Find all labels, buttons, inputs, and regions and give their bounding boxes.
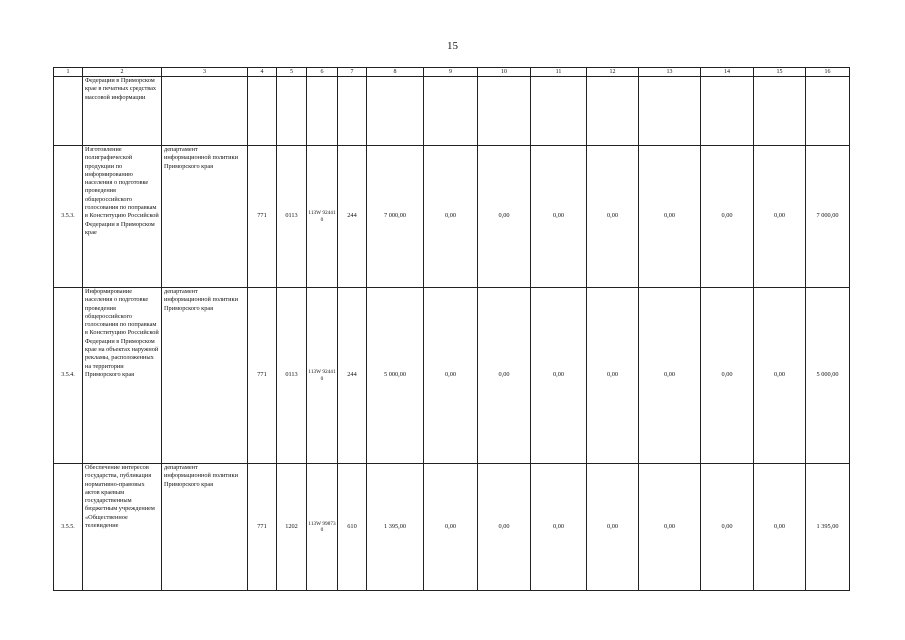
amount-cell [639,77,701,146]
amount-cell: 0,00 [587,288,639,464]
column-number: 16 [806,68,850,77]
item-number-cell: 3.5.5. [54,464,83,591]
item-name-cell: Федерации в Приморском крае в печатных средствах массовой информации [83,77,162,146]
grbs-cell: 771 [248,464,277,591]
vr-cell: 244 [338,288,367,464]
item-number-cell [54,77,83,146]
table-row [54,464,850,591]
rzpr-cell [277,77,307,146]
amount-cell: 0,00 [531,288,587,464]
column-number: 4 [248,68,277,77]
amount-cell: 0,00 [478,146,531,288]
column-number: 5 [277,68,307,77]
column-number: 9 [424,68,478,77]
column-number: 2 [83,68,162,77]
csr-cell: 113W 92441 0 [307,288,338,464]
amount-cell: 0,00 [639,146,701,288]
executor-cell [162,77,248,146]
csr-cell [307,77,338,146]
amount-cell: 5 000,00 [367,288,424,464]
vr-cell: 244 [338,146,367,288]
column-number: 12 [587,68,639,77]
grbs-cell: 771 [248,288,277,464]
item-name-cell: Обеспечение интересов государства, публикация нормативно-правовых актов краевым государственным бюджетным учреждением «Общественное телевидение [83,464,162,591]
column-number: 15 [754,68,806,77]
amount-cell [587,77,639,146]
amount-cell [701,77,754,146]
amount-cell: 0,00 [478,464,531,591]
amount-cell [478,77,531,146]
amount-cell: 7 000,00 [367,146,424,288]
column-number: 6 [307,68,338,77]
amount-cell: 7 000,00 [806,146,850,288]
column-number: 10 [478,68,531,77]
table-row [54,146,850,288]
amount-cell: 0,00 [639,464,701,591]
table-row [54,288,850,464]
amount-cell: 0,00 [701,146,754,288]
amount-cell: 0,00 [424,146,478,288]
executor-cell: департамент информационной политики Приморского края [162,146,248,288]
item-number-cell: 3.5.4. [54,288,83,464]
amount-cell: 0,00 [701,464,754,591]
grbs-cell: 771 [248,146,277,288]
amount-cell: 0,00 [424,288,478,464]
amount-cell: 1 395,00 [367,464,424,591]
amount-cell [424,77,478,146]
amount-cell: 0,00 [587,464,639,591]
rzpr-cell: 1202 [277,464,307,591]
amount-cell: 0,00 [531,146,587,288]
amount-cell: 0,00 [424,464,478,591]
grbs-cell [248,77,277,146]
vr-cell: 610 [338,464,367,591]
column-number: 7 [338,68,367,77]
amount-cell: 5 000,00 [806,288,850,464]
amount-cell: 0,00 [478,288,531,464]
amount-cell [367,77,424,146]
amount-cell: 0,00 [587,146,639,288]
executor-cell: департамент информационной политики Приморского края [162,464,248,591]
amount-cell: 0,00 [754,288,806,464]
item-name-cell: Информирование населения о подготовке проведения общероссийского голосования по поправкам в Конституцию Российской Федерации в Приморском крае на объектах наружной рекламы, расположенных на территории Приморского края [83,288,162,464]
rzpr-cell: 0113 [277,288,307,464]
column-number: 14 [701,68,754,77]
amount-cell: 0,00 [639,288,701,464]
rzpr-cell: 0113 [277,146,307,288]
vr-cell [338,77,367,146]
column-number: 1 [54,68,83,77]
item-number-cell: 3.5.3. [54,146,83,288]
column-number: 11 [531,68,587,77]
column-number: 3 [162,68,248,77]
csr-cell: 113W 99873 0 [307,464,338,591]
budget-table [53,67,850,591]
amount-cell: 0,00 [754,464,806,591]
column-number: 8 [367,68,424,77]
amount-cell: 0,00 [701,288,754,464]
amount-cell [754,77,806,146]
amount-cell: 0,00 [531,464,587,591]
executor-cell: департамент информационной политики Приморского края [162,288,248,464]
column-number-row [54,68,850,77]
amount-cell [806,77,850,146]
table-row [54,77,850,146]
amount-cell: 0,00 [754,146,806,288]
csr-cell: 113W 92441 0 [307,146,338,288]
item-name-cell: Изготовление полиграфической продукции по информированию населения о подготовке проведения общероссийского голосования по поправкам в Конституцию Российской Федерации в Приморском крае [83,146,162,288]
amount-cell [531,77,587,146]
column-number: 13 [639,68,701,77]
page-number: 15 [447,40,458,52]
amount-cell: 1 395,00 [806,464,850,591]
